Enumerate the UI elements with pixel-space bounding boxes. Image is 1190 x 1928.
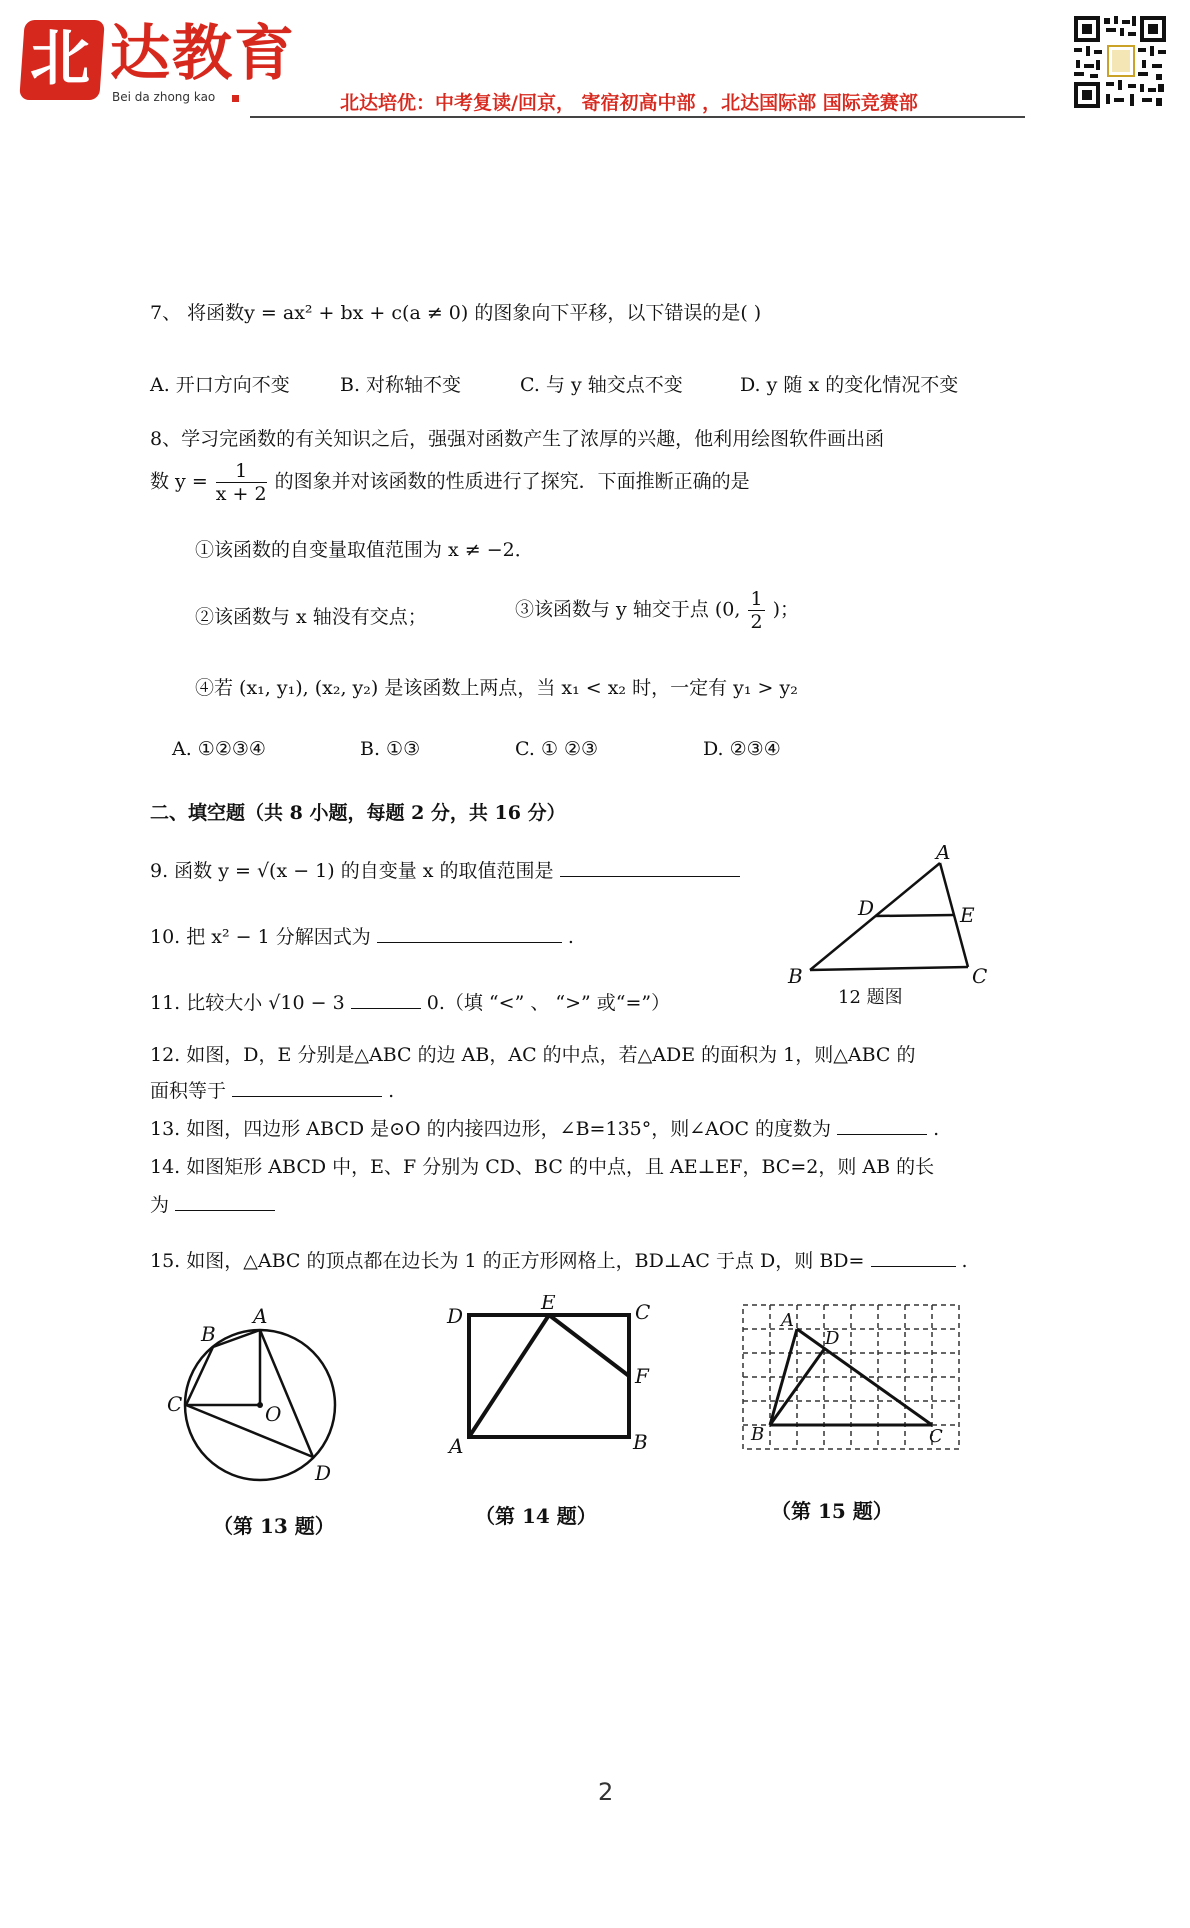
header-slogan: 北达培优：中考复读/回京， 寄宿初高中部 ，北达国际部 国际竞赛部 bbox=[340, 92, 918, 114]
figure-12 bbox=[780, 845, 1010, 1010]
fig13-caption: （第 13 题） bbox=[213, 1514, 335, 1538]
fig12-segment-de bbox=[875, 915, 954, 916]
q10-answer-blank[interactable] bbox=[377, 924, 562, 943]
figure-14 bbox=[435, 1295, 675, 1545]
q14-line2 bbox=[150, 1190, 275, 1217]
q12-answer-blank[interactable] bbox=[232, 1078, 382, 1097]
q12-line1: 12. 如图，D，E 分别是△ABC 的边 AB，AC 的中点，若△ADE 的面积为 1，则△ABC 的 bbox=[150, 1044, 916, 1066]
q10-end: . bbox=[567, 926, 574, 948]
fig13-label-b: B bbox=[201, 1322, 216, 1346]
fig14-label-c: C bbox=[635, 1300, 651, 1324]
fig12-label-d: D bbox=[858, 896, 875, 920]
fig13-label-d: D bbox=[315, 1461, 332, 1485]
q8-option-c: C. ① ②③ bbox=[515, 738, 599, 760]
q8-option-a: A. ①②③④ bbox=[172, 738, 266, 760]
fig13-label-a: A bbox=[253, 1305, 268, 1328]
page-number: 2 bbox=[598, 1778, 614, 1806]
q8-fraction bbox=[216, 460, 267, 505]
section-heading: 二、填空题（共 8 小题，每题 2 分，共 16 分） bbox=[150, 802, 566, 824]
fig15-caption: （第 15 题） bbox=[771, 1499, 893, 1523]
fig12-side-bc bbox=[810, 967, 968, 970]
q8-s3-post: )； bbox=[772, 598, 800, 621]
q9 bbox=[150, 856, 740, 883]
q7-option-a: A. 开口方向不变 bbox=[150, 374, 290, 396]
q13 bbox=[150, 1114, 939, 1141]
logo-dot bbox=[232, 95, 239, 102]
q15-end: . bbox=[961, 1250, 968, 1272]
fig14-label-d: D bbox=[447, 1304, 464, 1328]
q8-s3-den: 2 bbox=[750, 611, 763, 633]
q12-line2 bbox=[150, 1076, 394, 1103]
logo bbox=[22, 20, 104, 102]
header-rule bbox=[250, 116, 1025, 118]
fig14-caption: （第 14 题） bbox=[475, 1504, 597, 1528]
q8-statement-2: ②该函数与 x 轴没有交点； bbox=[195, 606, 427, 628]
q8-s3-num: 1 bbox=[750, 588, 763, 610]
q14-line1: 14. 如图矩形 ABCD 中，E、F 分别为 CD、BC 的中点，且 AE⊥EF，BC=2，则 AB 的长 bbox=[150, 1156, 935, 1178]
q11 bbox=[150, 988, 670, 1015]
q13-answer-blank[interactable] bbox=[837, 1116, 927, 1135]
q8-frac-num: 1 bbox=[216, 460, 267, 483]
fig15-label-b: B bbox=[751, 1424, 765, 1445]
figure-13 bbox=[165, 1305, 365, 1545]
q14-answer-blank[interactable] bbox=[175, 1192, 275, 1211]
q8-line1: 8、学习完函数的有关知识之后，强强对函数产生了浓厚的兴趣，他利用绘图软件画出函 bbox=[150, 428, 885, 450]
fig13-label-o: O bbox=[265, 1402, 282, 1426]
q14-line2-text: 为 bbox=[150, 1194, 170, 1216]
fig12-label-b: B bbox=[788, 964, 803, 988]
q13-end: . bbox=[933, 1118, 940, 1140]
fig12-caption: 12 题图 bbox=[838, 987, 903, 1008]
q7-option-d: D. y 随 x 的变化情况不变 bbox=[740, 374, 959, 396]
q13-text: 13. 如图，四边形 ABCD 是⊙O 的内接四边形，∠B=135°，则∠AOC 的度数为 bbox=[150, 1118, 832, 1140]
q8-statement-1: ①该函数的自变量取值范围为 x ≠ −2． bbox=[195, 539, 534, 561]
q7-stem: 7、 将函数y = ax² + bx + c(a ≠ 0) 的图象向下平移，以下错误的是( ) bbox=[150, 302, 762, 324]
fig15-label-d: D bbox=[825, 1328, 840, 1349]
q8-s3-fraction bbox=[748, 588, 764, 633]
q15-text: 15. 如图，△ABC 的顶点都在边长为 1 的正方形网格上，BD⊥AC 于点 D，则 BD= bbox=[150, 1250, 865, 1272]
q8-line2-post: 的图象并对该函数的性质进行了探究．下面推断正确的是 bbox=[274, 470, 750, 493]
q11-answer-blank[interactable] bbox=[351, 990, 421, 1009]
q8-line2-pre: 数 y = bbox=[150, 470, 208, 493]
q15-answer-blank[interactable] bbox=[871, 1248, 956, 1267]
fig12-label-e: E bbox=[960, 903, 975, 927]
q8-line2 bbox=[150, 460, 750, 505]
fig15-label-a: A bbox=[781, 1310, 794, 1331]
fig14-label-a: A bbox=[449, 1434, 464, 1458]
q10 bbox=[150, 922, 574, 949]
logo-name: 达教育 bbox=[110, 19, 296, 89]
q12-end: . bbox=[388, 1080, 395, 1102]
fig14-label-b: B bbox=[633, 1430, 648, 1454]
q10-text: 10. 把 x² − 1 分解因式为 bbox=[150, 926, 371, 948]
fig12-label-a: A bbox=[936, 845, 951, 864]
qr-code-icon bbox=[1072, 14, 1168, 110]
q11-post: 0.（填 “<” 、 “>” 或“=”） bbox=[426, 992, 671, 1014]
q9-answer-blank[interactable] bbox=[560, 858, 740, 877]
fig14-label-e: E bbox=[541, 1295, 556, 1314]
q7-option-c: C. 与 y 轴交点不变 bbox=[520, 374, 683, 396]
fig14-segment-ae bbox=[469, 1315, 549, 1437]
fig14-segment-ef bbox=[549, 1315, 629, 1376]
q8-option-d: D. ②③④ bbox=[703, 738, 781, 760]
q8-statement-4: ④若 (x₁, y₁), (x₂, y₂) 是该函数上两点，当 x₁ < x₂ 时，一定有 y₁ > y₂ bbox=[195, 677, 798, 699]
fig14-label-f: F bbox=[635, 1364, 649, 1388]
q15 bbox=[150, 1246, 968, 1273]
fig12-label-c: C bbox=[972, 964, 988, 988]
q8-statement-3 bbox=[515, 588, 799, 633]
q7-option-b: B. 对称轴不变 bbox=[340, 374, 462, 396]
fig14-rectangle bbox=[469, 1315, 629, 1437]
q12-line2-text: 面积等于 bbox=[150, 1080, 227, 1102]
q8-frac-den: x + 2 bbox=[215, 483, 267, 505]
fig13-label-c: C bbox=[167, 1392, 183, 1416]
logo-char: 北 bbox=[30, 24, 90, 94]
fig13-center-point bbox=[257, 1402, 263, 1408]
q11-text: 11. 比较大小 √10 − 3 bbox=[150, 992, 345, 1014]
q9-text: 9. 函数 y = √(x − 1) 的自变量 x 的取值范围是 bbox=[150, 860, 554, 882]
figure-15 bbox=[735, 1300, 965, 1540]
logo-subtitle: Bei da zhong kao bbox=[112, 90, 216, 104]
q8-option-b: B. ①③ bbox=[360, 738, 421, 760]
fig15-label-c: C bbox=[929, 1426, 943, 1447]
q8-s3-pre: ③该函数与 y 轴交于点 (0, bbox=[515, 598, 741, 621]
